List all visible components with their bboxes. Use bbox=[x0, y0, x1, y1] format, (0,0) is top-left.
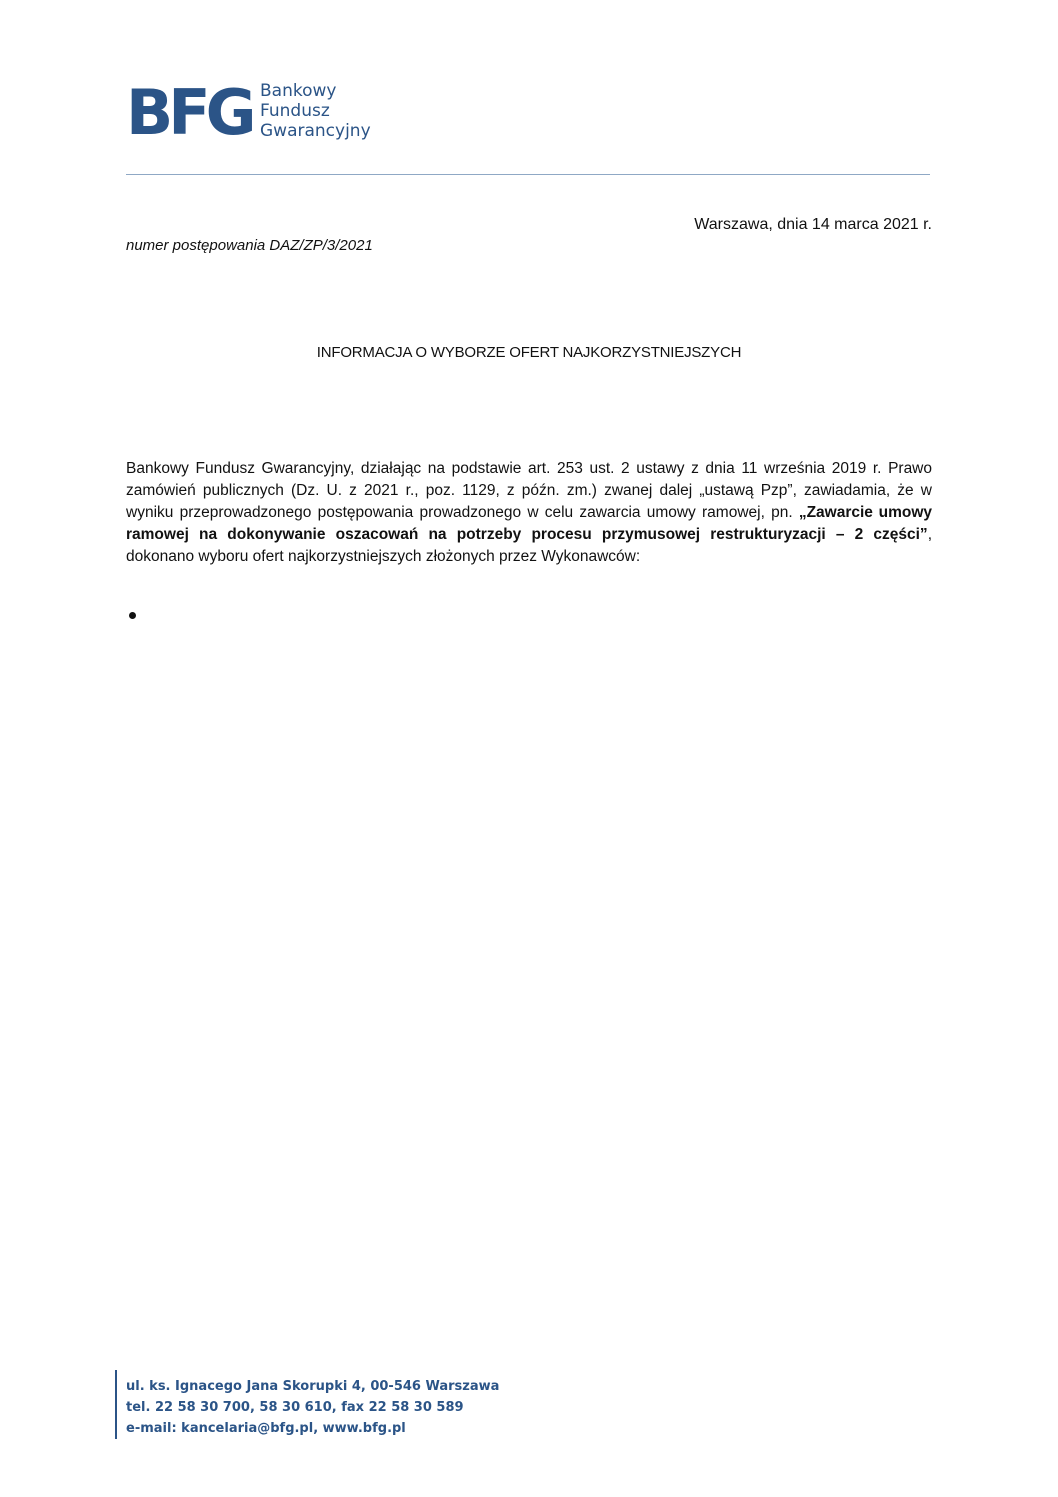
bfg-logo-mark bbox=[126, 82, 252, 140]
footer-accent-bar bbox=[115, 1370, 117, 1439]
logo-wordmark bbox=[260, 81, 371, 141]
footer-phones: tel. 22 58 30 700, 58 30 610, fax 22 58 30 589 bbox=[126, 1400, 464, 1415]
date-line: Warszawa, dnia 14 marca 2021 r. bbox=[694, 216, 932, 233]
bullet-point bbox=[129, 612, 136, 619]
header-divider bbox=[126, 174, 930, 175]
footer-email: e-mail: kancelaria@bfg.pl, www.bfg.pl bbox=[126, 1421, 406, 1436]
contract-name: „Zawarcie umowy ramowej na dokonywanie oszacowań na potrzeby procesu przymusowej restrukturyzacji – 2 części” bbox=[126, 503, 933, 543]
logo-line-gwarancyjny: Gwarancyjny bbox=[260, 121, 371, 141]
body-tail: , dokonano wyboru ofert najkorzystniejszych złożonych przez Wykonawców: bbox=[126, 525, 932, 565]
footer-address: ul. ks. Ignacego Jana Skorupki 4, 00-546 Warszawa bbox=[126, 1379, 500, 1394]
logo-line-bankowy: Bankowy bbox=[260, 81, 337, 101]
logo-letters: BFG bbox=[126, 82, 252, 140]
footer-contact bbox=[126, 1376, 499, 1439]
bfg-logo bbox=[126, 80, 386, 148]
body-intro: Bankowy Fundusz Gwarancyjny, działając na podstawie art. 253 ust. 2 ustawy z dnia 11 września 2019 r. Prawo zamówień publicznych (Dz. U. z 2021 r., poz. 1129, z późn. zm.) zwanej dalej „ustawą Pzp”, zawiadamia, że w wyniku przeprowadzonego postępowania prowadzonego w celu zawarcia umowy ramowej, pn. bbox=[126, 459, 932, 521]
document-title: INFORMACJA O WYBORZE OFERT NAJKORZYSTNIEJSZYCH bbox=[316, 344, 742, 361]
body-paragraph bbox=[126, 458, 932, 568]
case-number: numer postępowania DAZ/ZP/3/2021 bbox=[126, 237, 373, 254]
logo-line-fundusz: Fundusz bbox=[260, 101, 330, 121]
